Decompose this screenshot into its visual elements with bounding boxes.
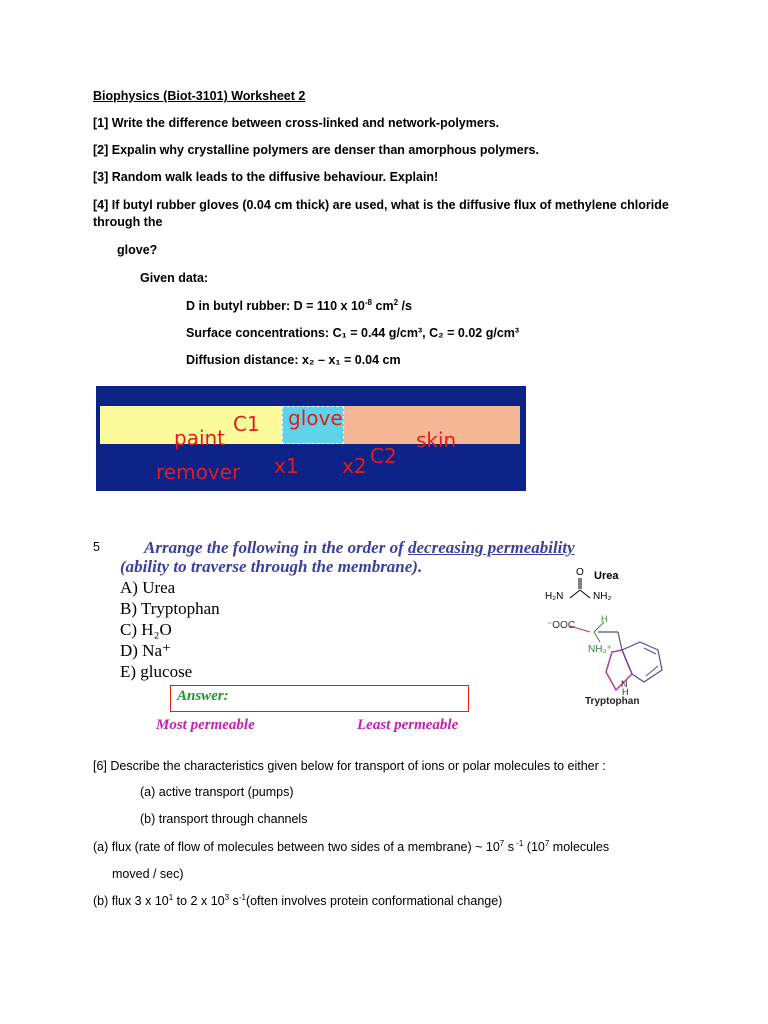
tryptophan-ring-n: N	[621, 679, 628, 689]
question-4-line3: glove?	[117, 243, 158, 257]
tryptophan-carboxylate: ⁻OOC	[547, 620, 576, 631]
c2-label: C2	[370, 444, 397, 468]
diffusion-distance: Diffusion distance: x₂ – x₁ = 0.04 cm	[186, 353, 401, 367]
urea-h2n: H₂N	[545, 591, 564, 602]
question-6-intro: [6] Describe the characteristics given below for transport of ions or polar molecules to either :	[93, 759, 606, 773]
option-a: A) Urea	[120, 578, 176, 597]
option-active-transport: (a) active transport (pumps)	[140, 785, 294, 799]
flux-a-line1: (a) flux (rate of flow of molecules between two sides of a membrane) ~ $10^7$ s $^{-1}$ ($10^7$ molecules	[93, 838, 610, 854]
flux-a-line2: moved / sec)	[112, 867, 184, 881]
flux-b-line: (b) flux 3 x $10^1$ to 2 x $10^3$ $s^{-1}(often$ involves protein conformational change)	[93, 892, 503, 908]
given-data-label: Given data:	[140, 271, 209, 285]
surface-concentrations: Surface concentrations: C₁ = 0.44 g/cm³, C₂ = 0.02 g/cm³	[186, 326, 520, 340]
urea-nh2: NH₂	[593, 591, 612, 602]
option-d: D) Na⁺	[120, 641, 171, 660]
paint-label: paint	[174, 426, 226, 450]
c1-label: C1	[233, 412, 260, 436]
diffusion-coefficient: D in butyl rubber: D = 110 x $10^{-8}$ $cm^2$ /s	[186, 297, 412, 313]
least-permeable-label: Least permeable	[357, 717, 459, 733]
skin-label: skin	[416, 428, 457, 452]
question-5-heading-line2: (ability to traverse through the membrane).	[120, 557, 423, 576]
x2-label: x2	[342, 454, 367, 478]
glove-label: glove	[288, 406, 343, 430]
tryptophan-ring-h: H	[622, 687, 629, 697]
urea-oxygen: O	[576, 567, 584, 578]
question-2: [2] Expalin why crystalline polymers are denser than amorphous polymers.	[93, 143, 539, 157]
remover-label: remover	[156, 460, 241, 484]
tryptophan-alpha-h: H	[601, 614, 608, 624]
option-c: C) H₂O	[120, 620, 172, 639]
question-5-number: 5	[93, 540, 100, 554]
option-b: B) Tryptophan	[120, 599, 220, 618]
answer-label: Answer:	[177, 688, 229, 704]
glove-diffusion-diagram	[96, 386, 526, 491]
question-5-heading: Arrange the following in the order of decreasing permeability	[144, 538, 575, 557]
page-title: Biophysics (Biot-3101) Worksheet 2	[93, 89, 306, 103]
answer-box	[170, 685, 469, 712]
tryptophan-amine: NH₃⁺	[588, 644, 612, 655]
x1-label: x1	[274, 454, 299, 478]
question-4-line1: [4] If butyl rubber gloves (0.04 cm thick) are used, what is the diffusive flux of methylene chloride	[93, 198, 669, 212]
question-4-line2: through the	[93, 215, 163, 229]
option-channels: (b) transport through channels	[140, 812, 308, 826]
question-1: [1] Write the difference between cross-linked and network-polymers.	[93, 116, 500, 130]
urea-label: Urea	[594, 570, 619, 582]
tryptophan-label: Tryptophan	[585, 696, 640, 707]
question-3: [3] Random walk leads to the diffusive behaviour. Explain!	[93, 170, 439, 184]
most-permeable-label: Most permeable	[156, 717, 255, 733]
option-e: E) glucose	[120, 662, 193, 681]
